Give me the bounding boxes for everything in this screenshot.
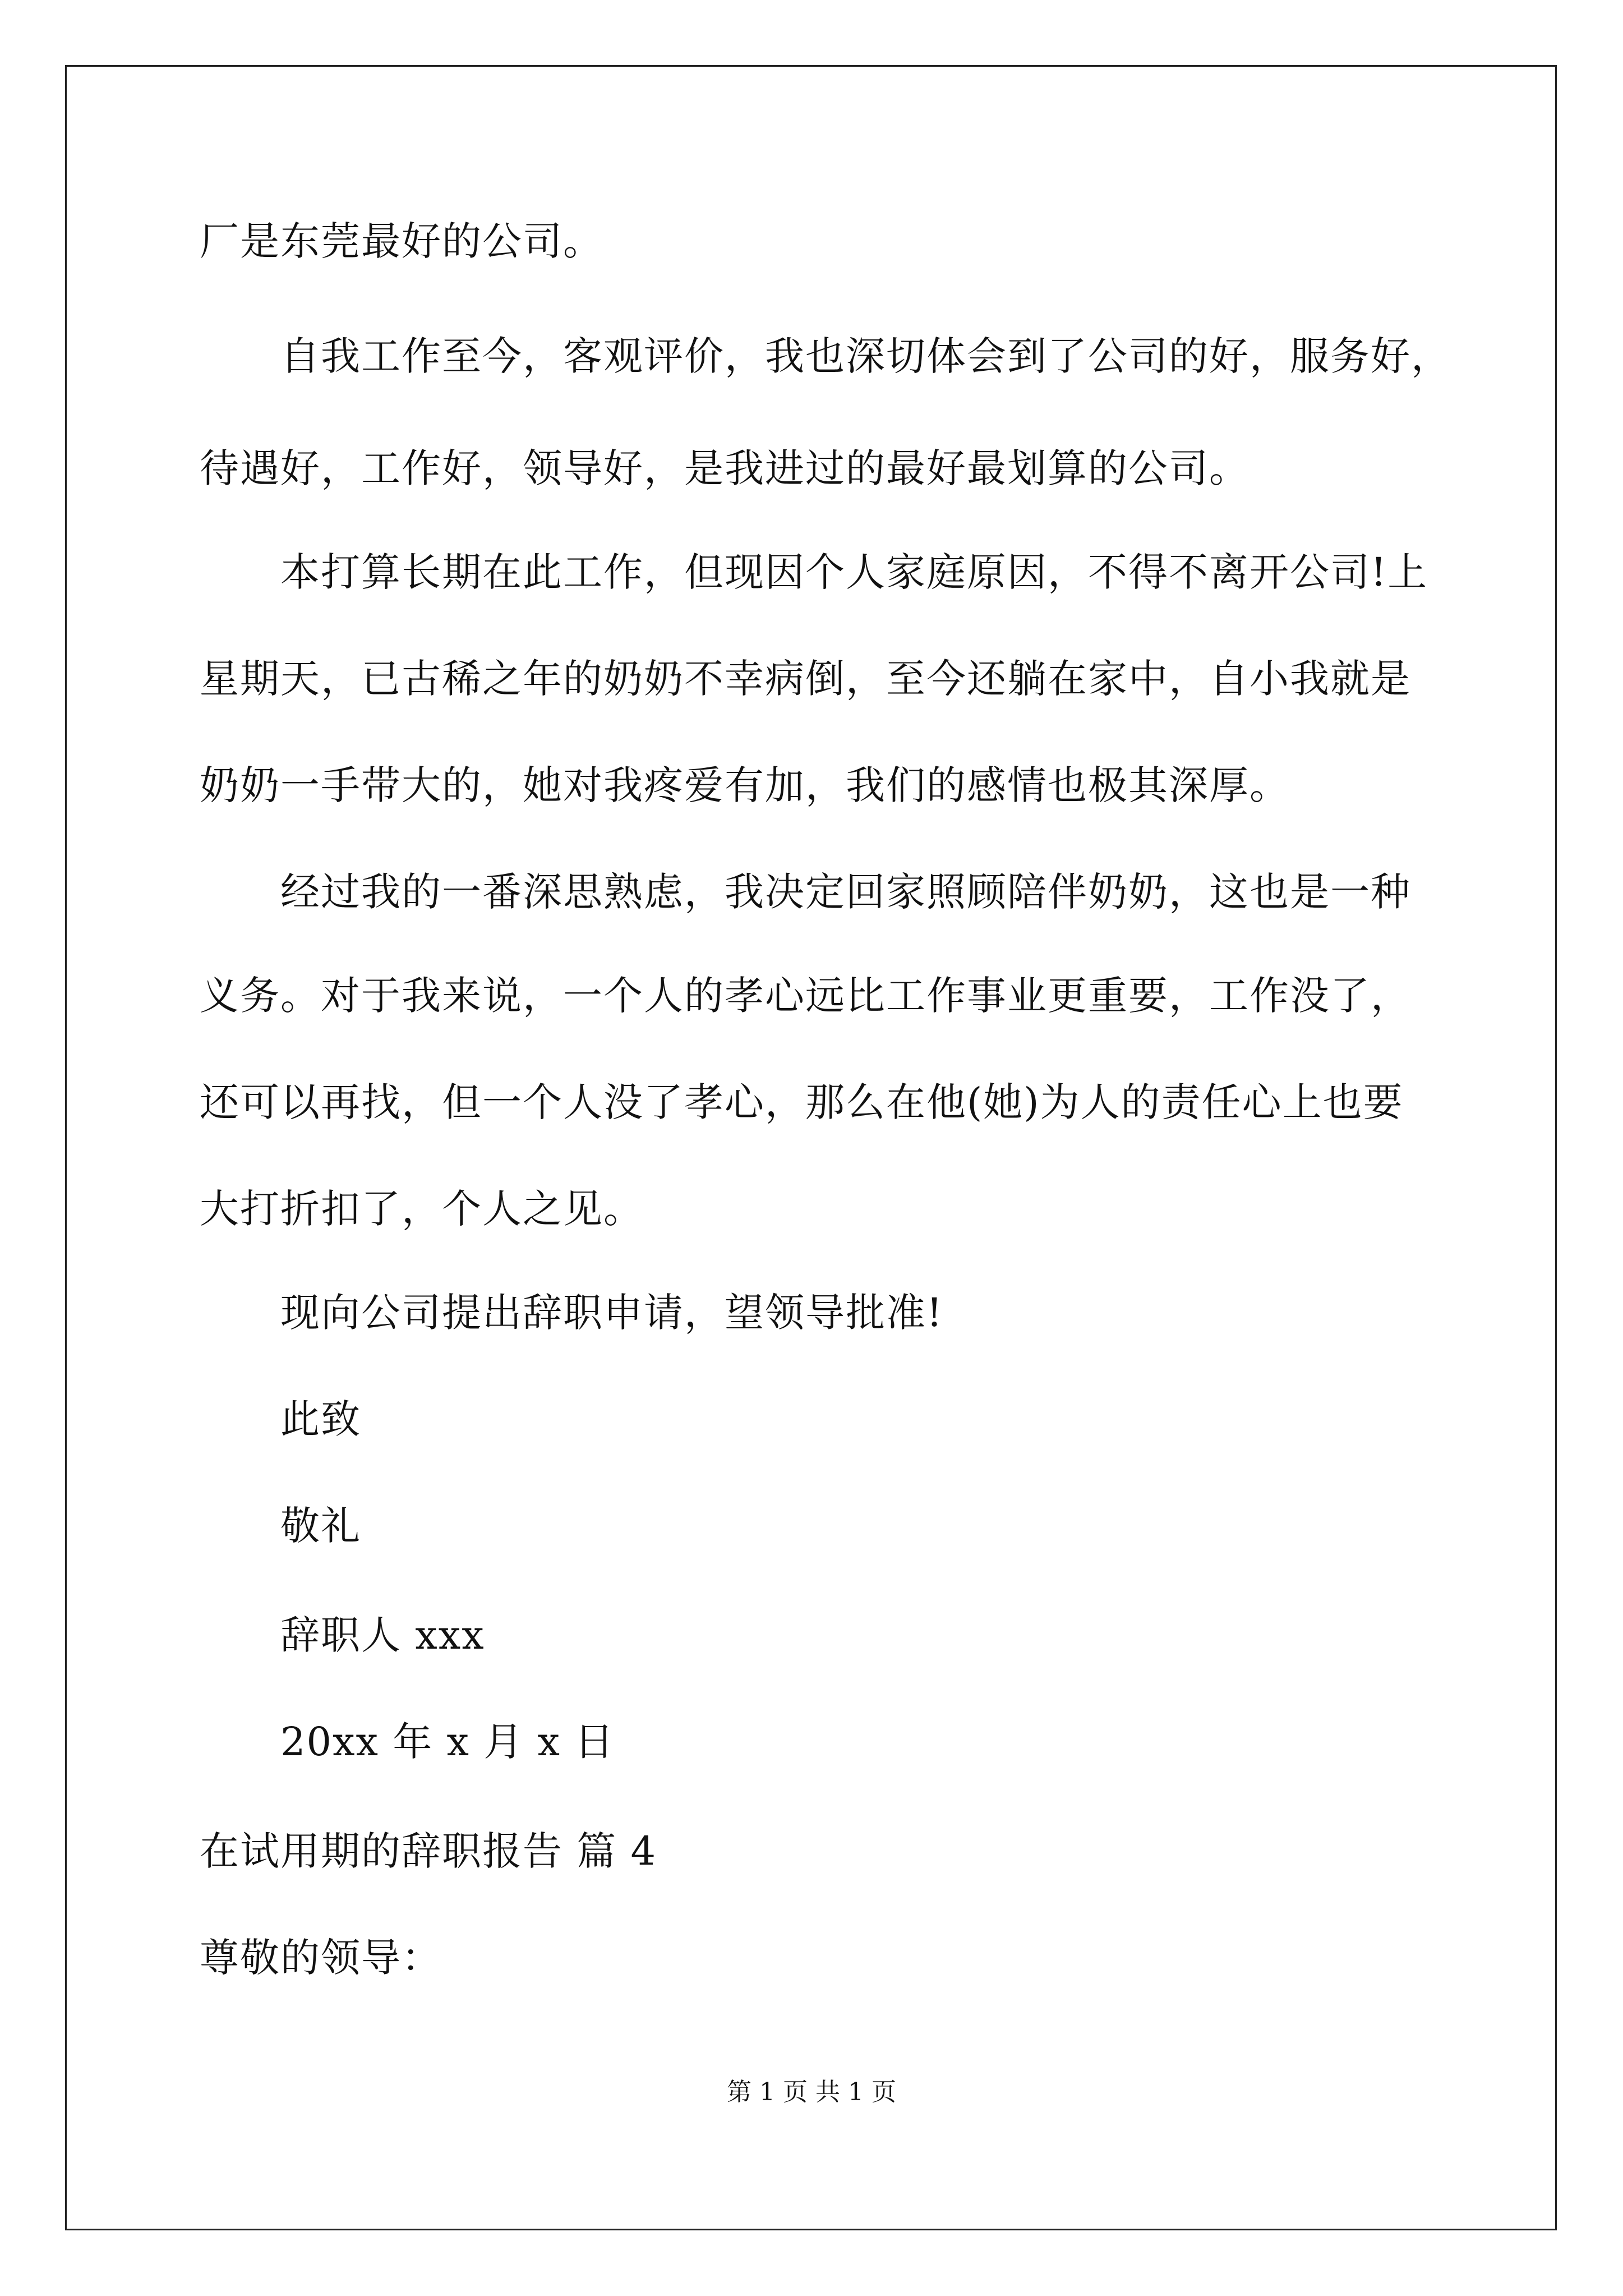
date-line: 20xx 年 x 月 x 日 bbox=[280, 1719, 615, 1765]
body-line-3: 待遇好，工作好，领导好，是我进过的最好最划算的公司。 bbox=[200, 445, 1249, 491]
body-line-6: 奶奶一手带大的，她对我疼爱有加，我们的感情也极其深厚。 bbox=[200, 762, 1290, 808]
page-footer: 第 1 页 共 1 页 bbox=[727, 2078, 896, 2106]
section-heading: 在试用期的辞职报告 篇 4 bbox=[200, 1828, 657, 1874]
closing-request: 现向公司提出辞职申请，望领导批准! bbox=[280, 1290, 944, 1336]
body-line-9: 还可以再找，但一个人没了孝心，那么在他(她)为人的责任心上也要 bbox=[200, 1079, 1404, 1125]
body-line-2: 自我工作至今，客观评价，我也深切体会到了公司的好，服务好， bbox=[280, 333, 1451, 379]
body-line-5: 星期天，已古稀之年的奶奶不幸病倒，至今还躺在家中，自小我就是 bbox=[200, 656, 1411, 702]
signature: 辞职人 xxx bbox=[280, 1612, 485, 1658]
body-line-8: 义务。对于我来说，一个人的孝心远比工作事业更重要，工作没了， bbox=[200, 973, 1411, 1019]
body-line-1: 厂是东莞最好的公司。 bbox=[200, 218, 603, 264]
greeting: 尊敬的领导： bbox=[200, 1935, 442, 1981]
salutation-cizhi: 此致 bbox=[280, 1396, 361, 1442]
body-line-4: 本打算长期在此工作，但现因个人家庭原因，不得不离开公司!上 bbox=[280, 549, 1428, 595]
body-line-10: 大打折扣了，个人之见。 bbox=[200, 1186, 644, 1232]
salutation-jingli: 敬礼 bbox=[280, 1503, 361, 1549]
page-border bbox=[65, 65, 1557, 2230]
body-line-7: 经过我的一番深思熟虑，我决定回家照顾陪伴奶奶，这也是一种 bbox=[280, 869, 1411, 915]
